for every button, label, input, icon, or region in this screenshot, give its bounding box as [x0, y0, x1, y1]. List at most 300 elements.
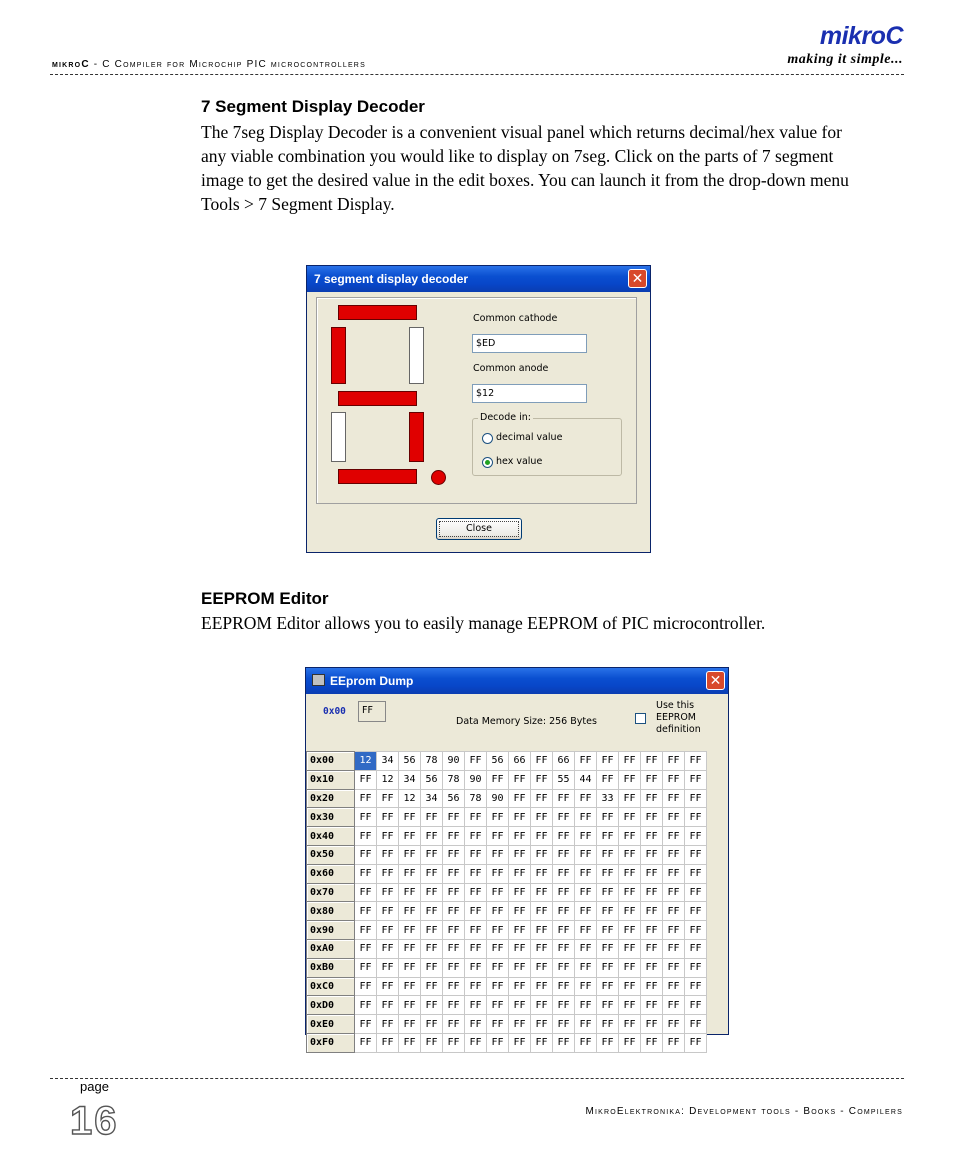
- eeprom-cell[interactable]: FF: [377, 827, 399, 846]
- eeprom-cell[interactable]: FF: [509, 1033, 531, 1052]
- eeprom-cell[interactable]: FF: [399, 921, 421, 940]
- eeprom-cell[interactable]: FF: [377, 977, 399, 996]
- eeprom-cell[interactable]: FF: [531, 752, 553, 771]
- eeprom-cell[interactable]: FF: [399, 883, 421, 902]
- eeprom-cell[interactable]: FF: [443, 845, 465, 864]
- eeprom-cell[interactable]: FF: [531, 902, 553, 921]
- eeprom-cell[interactable]: 44: [575, 770, 597, 789]
- eeprom-cell[interactable]: 33: [597, 789, 619, 808]
- eeprom-cell[interactable]: 56: [399, 752, 421, 771]
- eeprom-cell[interactable]: FF: [575, 1015, 597, 1034]
- row-address: 0xD0: [307, 996, 355, 1015]
- segment-g[interactable]: [338, 391, 417, 406]
- eeprom-cell[interactable]: FF: [641, 902, 663, 921]
- eeprom-cell[interactable]: FF: [531, 939, 553, 958]
- use-definition-checkbox[interactable]: [635, 713, 646, 724]
- eeprom-cell[interactable]: FF: [399, 1033, 421, 1052]
- eeprom-cell[interactable]: FF: [597, 845, 619, 864]
- eeprom-cell[interactable]: FF: [443, 921, 465, 940]
- close-button[interactable]: [436, 518, 522, 540]
- eeprom-cell[interactable]: FF: [399, 977, 421, 996]
- eeprom-cell[interactable]: FF: [531, 1015, 553, 1034]
- eeprom-cell[interactable]: FF: [663, 883, 685, 902]
- eeprom-cell[interactable]: FF: [377, 845, 399, 864]
- section-heading-eeprom: EEPROM Editor: [201, 589, 329, 608]
- eeprom-cell[interactable]: FF: [355, 883, 377, 902]
- eeprom-cell[interactable]: FF: [597, 808, 619, 827]
- eeprom-cell[interactable]: FF: [619, 902, 641, 921]
- eeprom-cell[interactable]: FF: [619, 845, 641, 864]
- eeprom-cell[interactable]: 34: [421, 789, 443, 808]
- eeprom-cell[interactable]: FF: [531, 770, 553, 789]
- eeprom-cell[interactable]: FF: [509, 921, 531, 940]
- eeprom-cell[interactable]: FF: [663, 827, 685, 846]
- eeprom-cell[interactable]: FF: [619, 1015, 641, 1034]
- eeprom-cell[interactable]: FF: [465, 827, 487, 846]
- decoder-title: 7 segment display decoder: [314, 272, 469, 286]
- eeprom-cell[interactable]: FF: [685, 752, 707, 771]
- eeprom-cell[interactable]: FF: [597, 752, 619, 771]
- eeprom-cell[interactable]: FF: [487, 827, 509, 846]
- eeprom-cell[interactable]: FF: [663, 977, 685, 996]
- eeprom-cell[interactable]: 78: [421, 752, 443, 771]
- segment-e[interactable]: [331, 412, 346, 462]
- eeprom-cell[interactable]: FF: [531, 808, 553, 827]
- eeprom-cell[interactable]: FF: [619, 770, 641, 789]
- footer-divider: [50, 1078, 904, 1079]
- eeprom-cell[interactable]: FF: [509, 996, 531, 1015]
- eeprom-cell[interactable]: FF: [663, 921, 685, 940]
- eeprom-cell[interactable]: FF: [399, 864, 421, 883]
- eeprom-cell[interactable]: FF: [575, 996, 597, 1015]
- eeprom-cell[interactable]: FF: [553, 902, 575, 921]
- eeprom-cell[interactable]: FF: [685, 827, 707, 846]
- eeprom-cell[interactable]: FF: [553, 845, 575, 864]
- eeprom-cell[interactable]: FF: [597, 902, 619, 921]
- eeprom-cell[interactable]: FF: [531, 789, 553, 808]
- eeprom-cell[interactable]: FF: [531, 996, 553, 1015]
- eeprom-cell[interactable]: FF: [553, 939, 575, 958]
- eeprom-cell[interactable]: FF: [465, 883, 487, 902]
- eeprom-cell[interactable]: FF: [685, 939, 707, 958]
- eeprom-cell[interactable]: FF: [597, 770, 619, 789]
- page-label: page: [80, 1079, 109, 1094]
- eeprom-cell[interactable]: FF: [487, 1033, 509, 1052]
- eeprom-cell[interactable]: FF: [443, 1015, 465, 1034]
- eeprom-cell[interactable]: FF: [421, 996, 443, 1015]
- eeprom-cell[interactable]: FF: [509, 845, 531, 864]
- eeprom-cell[interactable]: FF: [509, 958, 531, 977]
- eeprom-cell[interactable]: FF: [597, 958, 619, 977]
- eeprom-cell[interactable]: FF: [641, 1015, 663, 1034]
- eeprom-cell[interactable]: FF: [553, 808, 575, 827]
- eeprom-cell[interactable]: 56: [487, 752, 509, 771]
- row-address: 0x90: [307, 921, 355, 940]
- eeprom-cell[interactable]: FF: [465, 864, 487, 883]
- eeprom-cell[interactable]: FF: [575, 958, 597, 977]
- eeprom-cell[interactable]: FF: [663, 996, 685, 1015]
- eeprom-cell[interactable]: FF: [619, 977, 641, 996]
- table-row: [307, 883, 707, 902]
- eeprom-cell[interactable]: FF: [443, 827, 465, 846]
- eeprom-cell[interactable]: FF: [619, 883, 641, 902]
- eeprom-cell[interactable]: FF: [597, 864, 619, 883]
- eeprom-cell[interactable]: FF: [487, 902, 509, 921]
- eeprom-cell[interactable]: FF: [377, 1033, 399, 1052]
- eeprom-cell[interactable]: FF: [443, 883, 465, 902]
- eeprom-cell[interactable]: 90: [465, 770, 487, 789]
- eeprom-cell[interactable]: FF: [575, 808, 597, 827]
- eeprom-cell[interactable]: FF: [553, 827, 575, 846]
- eeprom-cell[interactable]: FF: [443, 902, 465, 921]
- close-button-label: Close: [439, 521, 519, 537]
- common-cathode-field[interactable]: $ED: [472, 334, 587, 353]
- eeprom-cell[interactable]: FF: [663, 864, 685, 883]
- eeprom-cell[interactable]: FF: [641, 808, 663, 827]
- eeprom-cell[interactable]: FF: [487, 939, 509, 958]
- row-address: 0x80: [307, 902, 355, 921]
- table-row: [307, 845, 707, 864]
- eeprom-cell[interactable]: FF: [465, 845, 487, 864]
- eeprom-cell[interactable]: FF: [421, 883, 443, 902]
- eeprom-cell[interactable]: FF: [487, 958, 509, 977]
- eeprom-cell[interactable]: FF: [509, 789, 531, 808]
- eeprom-cell[interactable]: FF: [377, 996, 399, 1015]
- eeprom-cell[interactable]: FF: [663, 789, 685, 808]
- eeprom-cell[interactable]: FF: [619, 939, 641, 958]
- eeprom-cell[interactable]: FF: [399, 996, 421, 1015]
- eeprom-cell[interactable]: FF: [355, 902, 377, 921]
- eeprom-cell[interactable]: FF: [663, 1033, 685, 1052]
- eeprom-cell[interactable]: FF: [465, 921, 487, 940]
- eeprom-cell[interactable]: FF: [619, 864, 641, 883]
- eeprom-cell[interactable]: FF: [377, 958, 399, 977]
- eeprom-cell[interactable]: FF: [597, 921, 619, 940]
- eeprom-cell[interactable]: FF: [465, 902, 487, 921]
- common-anode-field[interactable]: $12: [472, 384, 587, 403]
- eeprom-cell[interactable]: FF: [641, 752, 663, 771]
- eeprom-cell[interactable]: FF: [421, 1015, 443, 1034]
- eeprom-cell[interactable]: FF: [641, 996, 663, 1015]
- section-heading-7seg: 7 Segment Display Decoder: [201, 97, 425, 116]
- eeprom-cell[interactable]: FF: [377, 883, 399, 902]
- table-row: [307, 808, 707, 827]
- eeprom-cell[interactable]: FF: [509, 902, 531, 921]
- eeprom-cell[interactable]: FF: [553, 789, 575, 808]
- eeprom-cell[interactable]: FF: [597, 939, 619, 958]
- eeprom-cell[interactable]: FF: [465, 939, 487, 958]
- eeprom-cell[interactable]: FF: [641, 939, 663, 958]
- eeprom-cell[interactable]: FF: [553, 921, 575, 940]
- segment-dp[interactable]: [431, 470, 446, 485]
- eeprom-cell[interactable]: FF: [575, 789, 597, 808]
- eeprom-cell[interactable]: FF: [399, 845, 421, 864]
- eeprom-cell[interactable]: FF: [531, 864, 553, 883]
- eeprom-cell[interactable]: FF: [399, 939, 421, 958]
- eeprom-cell[interactable]: 12: [377, 770, 399, 789]
- eeprom-cell[interactable]: FF: [531, 977, 553, 996]
- eeprom-cell[interactable]: FF: [641, 864, 663, 883]
- eeprom-cell[interactable]: FF: [421, 977, 443, 996]
- eeprom-cell[interactable]: FF: [421, 921, 443, 940]
- eeprom-titlebar[interactable]: [306, 668, 728, 694]
- address-value-field[interactable]: FF: [358, 701, 386, 722]
- eeprom-cell[interactable]: FF: [619, 827, 641, 846]
- eeprom-cell[interactable]: FF: [355, 1033, 377, 1052]
- eeprom-cell[interactable]: FF: [399, 902, 421, 921]
- eeprom-cell[interactable]: FF: [619, 789, 641, 808]
- decode-group-label: Decode in:: [480, 412, 531, 423]
- eeprom-cell[interactable]: FF: [377, 939, 399, 958]
- eeprom-cell[interactable]: 12: [399, 789, 421, 808]
- eeprom-cell[interactable]: FF: [465, 808, 487, 827]
- eeprom-cell[interactable]: FF: [465, 752, 487, 771]
- eeprom-cell[interactable]: FF: [487, 977, 509, 996]
- eeprom-cell[interactable]: FF: [663, 1015, 685, 1034]
- eeprom-cell[interactable]: 90: [487, 789, 509, 808]
- eeprom-cell[interactable]: FF: [399, 808, 421, 827]
- eeprom-cell[interactable]: FF: [685, 958, 707, 977]
- eeprom-cell[interactable]: FF: [355, 921, 377, 940]
- row-address: 0xA0: [307, 939, 355, 958]
- eeprom-cell[interactable]: FF: [509, 977, 531, 996]
- eeprom-cell[interactable]: FF: [531, 883, 553, 902]
- eeprom-cell[interactable]: FF: [685, 1033, 707, 1052]
- eeprom-cell[interactable]: FF: [597, 883, 619, 902]
- eeprom-cell[interactable]: FF: [421, 958, 443, 977]
- eeprom-cell[interactable]: FF: [575, 883, 597, 902]
- eeprom-cell[interactable]: FF: [399, 958, 421, 977]
- eeprom-cell[interactable]: FF: [465, 1033, 487, 1052]
- eeprom-cell[interactable]: FF: [685, 808, 707, 827]
- eeprom-cell[interactable]: FF: [487, 808, 509, 827]
- eeprom-cell[interactable]: FF: [641, 827, 663, 846]
- eeprom-cell[interactable]: FF: [553, 977, 575, 996]
- eeprom-cell[interactable]: FF: [553, 883, 575, 902]
- decoder-titlebar[interactable]: [307, 266, 650, 292]
- eeprom-cell[interactable]: 55: [553, 770, 575, 789]
- eeprom-cell[interactable]: FF: [641, 789, 663, 808]
- eeprom-cell[interactable]: FF: [487, 770, 509, 789]
- eeprom-cell[interactable]: FF: [377, 1015, 399, 1034]
- eeprom-cell[interactable]: FF: [663, 958, 685, 977]
- eeprom-cell[interactable]: FF: [355, 939, 377, 958]
- eeprom-cell[interactable]: FF: [619, 958, 641, 977]
- eeprom-cell[interactable]: FF: [641, 845, 663, 864]
- eeprom-cell[interactable]: 12: [355, 752, 377, 771]
- eeprom-cell[interactable]: FF: [421, 864, 443, 883]
- eeprom-cell[interactable]: FF: [509, 864, 531, 883]
- eeprom-cell[interactable]: FF: [443, 864, 465, 883]
- row-address: 0xB0: [307, 958, 355, 977]
- eeprom-cell[interactable]: FF: [421, 845, 443, 864]
- table-row: [307, 921, 707, 940]
- eeprom-cell[interactable]: FF: [355, 864, 377, 883]
- eeprom-cell[interactable]: 34: [399, 770, 421, 789]
- table-row: [307, 864, 707, 883]
- eeprom-cell[interactable]: FF: [553, 1033, 575, 1052]
- eeprom-cell[interactable]: FF: [355, 827, 377, 846]
- eeprom-cell[interactable]: FF: [641, 1033, 663, 1052]
- eeprom-cell[interactable]: 56: [421, 770, 443, 789]
- eeprom-cell[interactable]: 78: [443, 770, 465, 789]
- eeprom-cell[interactable]: 66: [509, 752, 531, 771]
- eeprom-cell[interactable]: FF: [421, 827, 443, 846]
- eeprom-cell[interactable]: FF: [619, 752, 641, 771]
- eeprom-cell[interactable]: FF: [355, 808, 377, 827]
- eeprom-cell[interactable]: FF: [465, 1015, 487, 1034]
- segment-d[interactable]: [338, 469, 417, 484]
- eeprom-cell[interactable]: FF: [377, 902, 399, 921]
- eeprom-cell[interactable]: FF: [597, 996, 619, 1015]
- common-cathode-label: Common cathode: [473, 313, 558, 324]
- eeprom-cell[interactable]: FF: [355, 770, 377, 789]
- eeprom-cell[interactable]: FF: [685, 770, 707, 789]
- table-row: [307, 789, 707, 808]
- eeprom-cell[interactable]: FF: [663, 902, 685, 921]
- eeprom-cell[interactable]: FF: [575, 921, 597, 940]
- eeprom-cell[interactable]: FF: [531, 921, 553, 940]
- eeprom-cell[interactable]: FF: [377, 808, 399, 827]
- eeprom-cell[interactable]: FF: [399, 1015, 421, 1034]
- eeprom-cell[interactable]: FF: [619, 996, 641, 1015]
- eeprom-cell[interactable]: FF: [421, 808, 443, 827]
- eeprom-cell[interactable]: FF: [465, 958, 487, 977]
- eeprom-cell[interactable]: FF: [531, 1033, 553, 1052]
- eeprom-cell[interactable]: 66: [553, 752, 575, 771]
- eeprom-cell[interactable]: FF: [663, 752, 685, 771]
- table-row: [307, 1015, 707, 1034]
- eeprom-cell[interactable]: FF: [619, 921, 641, 940]
- eeprom-cell[interactable]: FF: [355, 977, 377, 996]
- eeprom-cell[interactable]: FF: [619, 1033, 641, 1052]
- eeprom-cell[interactable]: FF: [575, 902, 597, 921]
- eeprom-cell[interactable]: FF: [663, 845, 685, 864]
- eeprom-cell[interactable]: FF: [465, 996, 487, 1015]
- eeprom-cell[interactable]: FF: [487, 996, 509, 1015]
- eeprom-cell[interactable]: 90: [443, 752, 465, 771]
- eeprom-cell[interactable]: FF: [641, 770, 663, 789]
- eeprom-cell[interactable]: FF: [663, 770, 685, 789]
- eeprom-cell[interactable]: FF: [509, 939, 531, 958]
- eeprom-cell[interactable]: FF: [553, 1015, 575, 1034]
- eeprom-cell[interactable]: FF: [443, 808, 465, 827]
- eeprom-cell[interactable]: FF: [509, 1015, 531, 1034]
- eeprom-cell[interactable]: FF: [597, 1033, 619, 1052]
- eeprom-cell[interactable]: FF: [355, 958, 377, 977]
- eeprom-cell[interactable]: FF: [575, 845, 597, 864]
- eeprom-cell[interactable]: FF: [575, 827, 597, 846]
- eeprom-cell[interactable]: FF: [685, 921, 707, 940]
- eeprom-cell[interactable]: FF: [509, 808, 531, 827]
- eeprom-cell[interactable]: FF: [685, 977, 707, 996]
- eeprom-cell[interactable]: FF: [443, 1033, 465, 1052]
- eeprom-cell[interactable]: FF: [487, 845, 509, 864]
- segment-a[interactable]: [338, 305, 417, 320]
- decimal-radio[interactable]: [482, 433, 493, 444]
- eeprom-cell[interactable]: FF: [663, 939, 685, 958]
- eeprom-cell[interactable]: FF: [355, 845, 377, 864]
- eeprom-cell[interactable]: FF: [509, 827, 531, 846]
- eeprom-cell[interactable]: FF: [487, 864, 509, 883]
- eeprom-cell[interactable]: FF: [597, 1015, 619, 1034]
- eeprom-cell[interactable]: FF: [509, 883, 531, 902]
- eeprom-cell[interactable]: FF: [443, 996, 465, 1015]
- eeprom-cell[interactable]: FF: [685, 864, 707, 883]
- segment-f[interactable]: [331, 327, 346, 384]
- eeprom-cell[interactable]: FF: [421, 902, 443, 921]
- eeprom-cell[interactable]: FF: [641, 921, 663, 940]
- eeprom-cell[interactable]: FF: [641, 883, 663, 902]
- eeprom-cell[interactable]: 56: [443, 789, 465, 808]
- eeprom-cell[interactable]: FF: [531, 827, 553, 846]
- eeprom-cell[interactable]: FF: [509, 770, 531, 789]
- eeprom-cell[interactable]: FF: [553, 864, 575, 883]
- close-icon[interactable]: ✕: [706, 671, 725, 690]
- use-definition-label: [656, 700, 701, 736]
- eeprom-cell[interactable]: FF: [575, 752, 597, 771]
- eeprom-cell[interactable]: FF: [421, 939, 443, 958]
- eeprom-cell[interactable]: FF: [487, 921, 509, 940]
- eeprom-cell[interactable]: FF: [443, 958, 465, 977]
- close-icon[interactable]: ✕: [628, 269, 647, 288]
- eeprom-cell[interactable]: FF: [597, 827, 619, 846]
- eeprom-cell[interactable]: FF: [465, 977, 487, 996]
- eeprom-cell[interactable]: FF: [421, 1033, 443, 1052]
- eeprom-cell[interactable]: FF: [355, 789, 377, 808]
- hex-radio[interactable]: [482, 457, 493, 468]
- eeprom-cell[interactable]: FF: [531, 958, 553, 977]
- eeprom-cell[interactable]: FF: [575, 977, 597, 996]
- eeprom-cell[interactable]: FF: [443, 939, 465, 958]
- eeprom-cell[interactable]: FF: [553, 996, 575, 1015]
- eeprom-cell[interactable]: FF: [531, 845, 553, 864]
- decoder-window: [306, 265, 651, 553]
- segment-b[interactable]: [409, 327, 424, 384]
- table-row: [307, 752, 707, 771]
- eeprom-cell[interactable]: FF: [685, 996, 707, 1015]
- eeprom-cell[interactable]: 78: [465, 789, 487, 808]
- eeprom-cell[interactable]: FF: [575, 1033, 597, 1052]
- eeprom-cell[interactable]: FF: [685, 845, 707, 864]
- eeprom-cell[interactable]: FF: [685, 789, 707, 808]
- eeprom-cell[interactable]: FF: [487, 883, 509, 902]
- eeprom-cell[interactable]: FF: [355, 996, 377, 1015]
- eeprom-cell[interactable]: FF: [575, 939, 597, 958]
- eeprom-cell[interactable]: FF: [663, 808, 685, 827]
- eeprom-cell[interactable]: FF: [443, 977, 465, 996]
- use-definition-line2: EEPROM: [656, 712, 697, 723]
- eeprom-cell[interactable]: FF: [641, 958, 663, 977]
- eeprom-cell[interactable]: FF: [685, 1015, 707, 1034]
- eeprom-cell[interactable]: FF: [377, 864, 399, 883]
- eeprom-cell[interactable]: FF: [619, 808, 641, 827]
- eeprom-cell[interactable]: FF: [685, 883, 707, 902]
- eeprom-cell[interactable]: FF: [399, 827, 421, 846]
- eeprom-cell[interactable]: FF: [685, 902, 707, 921]
- eeprom-cell[interactable]: FF: [575, 864, 597, 883]
- eeprom-cell[interactable]: FF: [377, 921, 399, 940]
- eeprom-cell[interactable]: 34: [377, 752, 399, 771]
- eeprom-cell[interactable]: FF: [553, 958, 575, 977]
- eeprom-cell[interactable]: FF: [641, 977, 663, 996]
- eeprom-cell[interactable]: FF: [355, 1015, 377, 1034]
- logo-tagline: making it simple...: [787, 52, 903, 67]
- segment-c[interactable]: [409, 412, 424, 462]
- eeprom-cell[interactable]: FF: [597, 977, 619, 996]
- eeprom-cell[interactable]: FF: [487, 1015, 509, 1034]
- eeprom-cell[interactable]: FF: [377, 789, 399, 808]
